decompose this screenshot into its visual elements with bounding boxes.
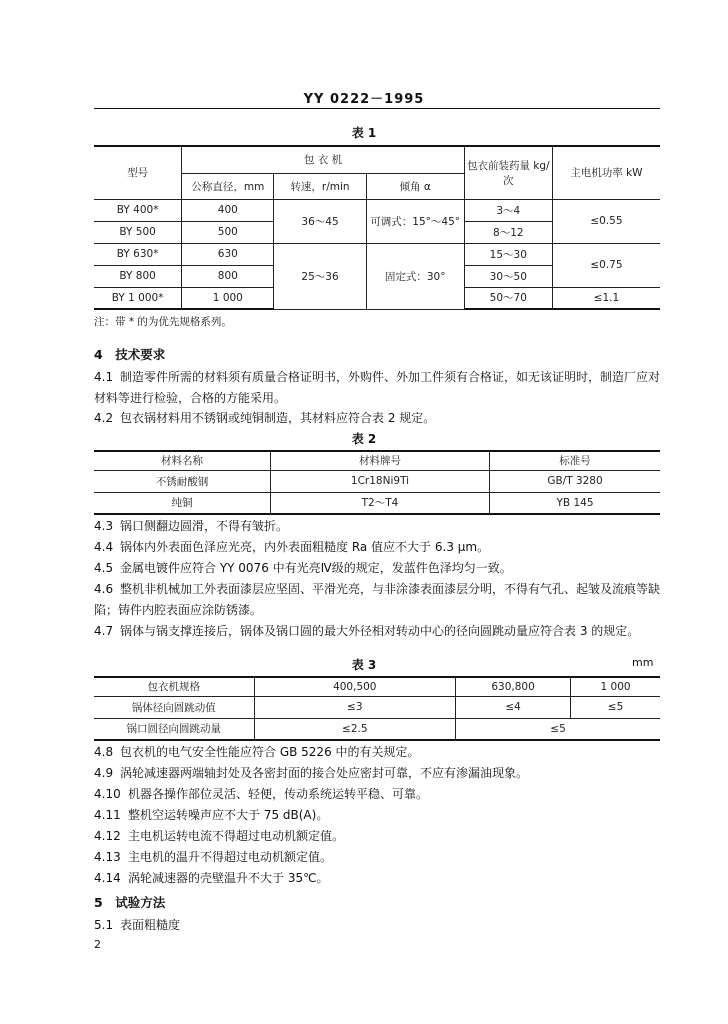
paragraph-4-6	[94, 579, 660, 621]
paragraph-4-2	[94, 408, 660, 429]
paragraph-text: 锅口侧翻边圆滑，不得有皱折。	[120, 519, 289, 533]
table3-cell: ≤4	[456, 696, 571, 718]
table3-unit: mm	[632, 656, 654, 669]
paragraph-text: 机器各操作部位灵活、轻便，传动系统运转平稳、可靠。	[128, 787, 429, 801]
paragraph-number: 4.12	[94, 829, 121, 843]
page-number: 2	[94, 938, 101, 951]
paragraph-4-8	[94, 742, 660, 763]
table3-cell: ≤5	[456, 718, 660, 740]
header-rule	[94, 108, 660, 109]
table1-header-diameter: 公称直径，mm	[182, 173, 274, 199]
section4-heading: 4 技术要求	[94, 347, 166, 362]
table2-cell: 不锈耐酸钢	[94, 470, 271, 492]
paragraph-text: 锅体内外表面色泽应光亮，内外表面粗糙度 Ra 值应不大于 6.3 μm。	[120, 540, 490, 554]
table2-caption: 表 2	[351, 432, 377, 446]
table3-header: 630,800	[456, 677, 571, 696]
table3-header: 400,500	[254, 677, 456, 696]
table1-cell-load: 15～30	[464, 243, 552, 265]
table1-cell-diameter: 800	[182, 265, 274, 287]
paragraph-4-4	[94, 537, 660, 558]
table1-cell-diameter: 1 000	[182, 287, 274, 309]
paragraph-number: 4.3	[94, 519, 114, 533]
paragraph-text: 包衣锅材料用不锈钢或纯铜制造，其材料应符合表 2 规定。	[120, 411, 436, 425]
paragraph-text: 制造零件所需的材料须有质量合格证明书，外购件、外加工件须有合格证，如无该证明时，制造厂应对材料等进行检验，合格的方能采用。	[94, 370, 661, 405]
table1-cell-model: BY 500	[94, 221, 182, 243]
table1-header-power: 主电机功率 kW	[552, 146, 660, 199]
table1-header-machine: 包 衣 机	[182, 146, 464, 173]
paragraph-number: 4.9	[94, 766, 114, 780]
table1-header-speed: 转速，r/min	[274, 173, 366, 199]
table1-cell-load: 30～50	[464, 265, 552, 287]
paragraph-4-11	[94, 805, 660, 826]
table1-header-load: 包衣前装药量 kg/次	[464, 146, 552, 199]
table3-cell: ≤2.5	[254, 718, 456, 740]
table1-cell-power-a: ≤0.55	[552, 199, 660, 243]
table1-cell-model: BY 800	[94, 265, 182, 287]
table1-cell-load: 8～12	[464, 221, 552, 243]
table1-caption: 表 1	[351, 126, 377, 140]
table3	[94, 676, 660, 741]
paragraph-text: 主电机的温升不得超过电动机额定值。	[128, 850, 333, 864]
table1-cell-load: 3～4	[464, 199, 552, 221]
table1-header-angle: 倾角 α	[366, 173, 464, 199]
paragraph-number: 4.4	[94, 540, 114, 554]
section5-heading: 5 试验方法	[94, 895, 166, 910]
table2-header: 材料牌号	[271, 451, 490, 470]
table2-cell: 1Cr18Ni9Ti	[271, 470, 490, 492]
paragraph-number: 4.1	[94, 370, 114, 384]
paragraph-4-13	[94, 847, 660, 868]
paragraph-text: 金属电镀件应符合 YY 0076 中有光亮Ⅳ级的规定，发蓝件色泽均匀一致。	[120, 561, 512, 575]
paragraph-4-12	[94, 826, 660, 847]
table1-cell-angle-a: 可调式：15°～45°	[366, 199, 464, 243]
table3-cell: ≤5	[571, 696, 660, 718]
table1-cell-speed-b: 25～36	[274, 243, 366, 309]
paragraph-number: 4.8	[94, 745, 114, 759]
paragraph-text: 主电机运转电流不得超过电动机额定值。	[128, 829, 345, 843]
paragraph-text: 涡轮减速器的壳壁温升不大于 35℃。	[128, 871, 329, 885]
table2-cell: YB 145	[490, 492, 661, 514]
paragraph-text: 表面粗糙度	[120, 918, 181, 932]
table2-cell: GB/T 3280	[490, 470, 661, 492]
table1	[94, 145, 660, 310]
paragraph-number: 4.13	[94, 850, 121, 864]
table2-cell: 纯铜	[94, 492, 271, 514]
paragraph-4-14	[94, 868, 660, 889]
table1-cell-model: BY 1 000*	[94, 287, 182, 309]
document-header: YY 0222－1995	[303, 92, 425, 107]
paragraph-number: 5.1	[94, 918, 114, 932]
paragraph-number: 4.11	[94, 808, 121, 822]
table1-cell-diameter: 630	[182, 243, 274, 265]
paragraph-text: 整机非机械加工外表面漆层应坚固、平滑光亮，与非涂漆表面漆层分明，不得有气孔、起皱及流痕等缺陷；铸件内腔表面应涂防锈漆。	[94, 582, 661, 617]
table1-cell-angle-b: 固定式：30°	[366, 243, 464, 309]
paragraph-number: 4.6	[94, 582, 114, 596]
table3-header: 1 000	[571, 677, 660, 696]
paragraph-4-7	[94, 621, 660, 642]
table1-cell-load: 50～70	[464, 287, 552, 309]
table2-header: 材料名称	[94, 451, 271, 470]
paragraph-number: 4.7	[94, 624, 114, 638]
table2	[94, 450, 660, 515]
paragraph-text: 包衣机的电气安全性能应符合 GB 5226 中的有关规定。	[120, 745, 420, 759]
paragraph-4-9	[94, 763, 660, 784]
paragraph-number: 4.14	[94, 871, 121, 885]
paragraph-5-1	[94, 915, 660, 936]
table1-cell-diameter: 400	[182, 199, 274, 221]
table3-cell: 锅口圆径向圆跳动量	[94, 718, 254, 740]
paragraph-number: 4.2	[94, 411, 114, 425]
table1-cell-speed-a: 36～45	[274, 199, 366, 243]
paragraph-number: 4.5	[94, 561, 114, 575]
paragraph-text: 涡轮减速器两端轴封处及各密封面的接合处应密封可靠，不应有渗漏油现象。	[120, 766, 529, 780]
paragraph-4-1	[94, 367, 660, 409]
table1-cell-model: BY 630*	[94, 243, 182, 265]
paragraph-number: 4.10	[94, 787, 121, 801]
table1-cell-diameter: 500	[182, 221, 274, 243]
paragraph-4-3	[94, 516, 660, 537]
paragraph-4-10	[94, 784, 660, 805]
paragraph-4-5	[94, 558, 660, 579]
paragraph-text: 锅体与锅支撑连接后，锅体及锅口圆的最大外径相对转动中心的径向圆跳动量应符合表 3 的规定。	[120, 624, 640, 638]
table2-cell: T2～T4	[271, 492, 490, 514]
table3-cell: 锅体径向圆跳动值	[94, 696, 254, 718]
table1-cell-model: BY 400*	[94, 199, 182, 221]
table3-caption: 表 3	[351, 658, 377, 672]
table3-header: 包衣机规格	[94, 677, 254, 696]
table1-cell-power-b: ≤0.75	[552, 243, 660, 287]
paragraph-text: 整机空运转噪声应不大于 75 dB(A)。	[128, 808, 329, 822]
table2-header: 标准号	[490, 451, 661, 470]
table3-cell: ≤3	[254, 696, 456, 718]
table1-cell-power-c: ≤1.1	[552, 287, 660, 309]
table1-header-model: 型号	[94, 146, 182, 199]
table1-note: 注：带 * 的为优先规格系列。	[94, 316, 232, 328]
